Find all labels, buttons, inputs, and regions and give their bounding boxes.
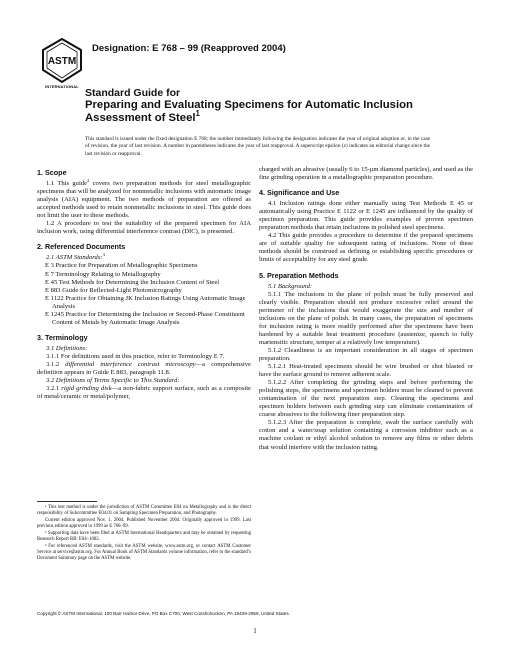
paragraph-4-2: 4.2 This guide provides a procedure to determine if the prepared specimens are of suitable quality for subsequent rating of inclusions. None of these methods should be construed as defining or establishing specific procedures or limits of acceptability for any steel grade.	[259, 232, 473, 264]
paragraph-5-1-2-2: 5.1.2.2 After completing the grinding steps and before performing the polishing steps, the specimens and specimen holders must be cleaned to prevent contamination of the next preparation step. Cleaning the specimens and specimen holders between each grinding step can eliminate contamination of coarse abrasives to the following finer preparation step.	[259, 379, 473, 419]
section-heading-significance: 4. Significance and Use	[259, 188, 340, 198]
reference-item: E 1245 Practice for Determining the Inclusion or Second-Phase Constituent Content of Metals by Automatic Image Analysis	[45, 310, 245, 326]
section-heading-terminology: 3. Terminology	[37, 332, 88, 342]
paragraph-5-1-1: 5.1.1 The inclusions in the plane of polish must be fully preserved and clearly visible. Preparation should not produce excessive relief around the perimeter of the inclusions that would exaggerate the size and number of inclusions on the plane of polish. In many cases, the preparation of specimens for inclusion rating is more readily performed after the specimens have been hardened by a suitable heat treatment procedure (austenize, quench to fully martensitic structure, temper at a relatively low temperature).	[259, 290, 473, 346]
paragraph-3-1-1: 3.1.1 For definitions used in this practice, refer to Terminology E 7.	[46, 352, 225, 360]
footnote: ² Supporting data have been filed at ASTM International Headquarters and may be obtained by requesting Research Report RR: E04–1002.	[37, 531, 251, 542]
title-footnote-mark: 1	[195, 109, 200, 119]
footnotes	[37, 501, 251, 563]
paragraph-3-1-2: 3.1.2 differential interference contrast microscopy—a comprehensive definition appears in Guide E 883, paragraph 11.8.	[37, 360, 251, 377]
section-heading-scope: 1. Scope	[37, 168, 67, 177]
standard-note: This standard is issued under the fixed designation E 768; the number immediately following the designation indicates the year of original adoption or, in the case of revision, the year of last revision. A number in parentheses indicates the year of last reapproval. A superscript epsilon (ε) indicates an editorial change since the last revision or reapproval.	[85, 136, 430, 157]
guide-type: Standard Guide for	[85, 87, 181, 99]
paragraph-1-1: 1.1 This guide$^2$ covers two preparation methods for steel metallographic specimens that will be analyzed for nonmetallic inclusions with automatic image analysis (AIA) equipment. The two methods of preparation are offered as accepted methods used to retain nonmetallic inclusions in steel. This guide does not limit the user to these methods.	[37, 177, 251, 220]
footnote: ¹ This test method is under the jurisdiction of ASTM Committee E04 on Metallography and is the direct responsibility of Subcommittee E04.01 on Sampling Specimen Preparation, and Photography.	[37, 505, 251, 516]
guide-title-text: Preparing and Evaluating Specimens for Automatic Inclusion Assessment of Steel	[85, 99, 413, 124]
logo-text: ASTM	[47, 56, 77, 67]
reference-item: E 3 Practice for Preparation of Metallographic Specimens	[45, 262, 198, 270]
paragraph-5-1-2: 5.1.2 Cleanliness is an important consideration in all stages of specimen preparation.	[259, 346, 473, 362]
paragraph-continuation: charged with an abrasive (usually 6 to 15-μm diamond particles), and used as the fine grinding operation in a metallographic preparation procedure.	[259, 166, 473, 182]
right-column	[259, 166, 473, 452]
paragraph-3-2: 3.2 Definitions of Terms Specific to This Standard:	[46, 377, 180, 385]
reference-item: E 7 Terminology Relating to Metallography	[45, 270, 161, 278]
astm-logo-mark	[40, 38, 84, 84]
paragraph-1-2: 1.2 A procedure to test the suitability of the prepared specimen for AIA inclusion work, using differential interference contrast (DIC), is presented.	[37, 220, 251, 236]
left-column	[37, 166, 251, 401]
copyright: Copyright © ASTM International, 100 Barr Harbor Drive, PO Box C700, West Conshohocken, PA 19428-2959, United States.	[37, 611, 290, 616]
paragraph-5-1-2-1: 5.1.2.1 Heat-treated specimens should be wire brushed or shot blasted or have the surface ground to remove adherent scale.	[259, 363, 473, 379]
astm-logo	[40, 38, 84, 92]
paragraph-4-1: 4.1 Inclusion ratings done either manually using Test Methods E 45 or automatically using Practice E 1122 or E 1245 are influenced by the quality of specimen preparation. This guide provides examples of proven specimen preparation methods that retain inclusions in polished steel specimens.	[259, 200, 473, 232]
paragraph-3-1: 3.1 Definitions:	[46, 344, 88, 352]
reference-item: E 1122 Practice for Obtaining JK Inclusion Ratings Using Automatic Image Analysis	[45, 294, 246, 310]
reference-item: E 45 Test Methods for Determining the Inclusion Content of Steel	[45, 278, 220, 286]
paragraph-5-1: 5.1 Background:	[268, 282, 313, 290]
footnote: ³ For referenced ASTM standards, visit the ASTM website, www.astm.org, or contact ASTM Customer Service at service@astm.org. For Annual Book of ASTM Standards volume information, refer to the standard’s Document Summary page on the ASTM website.	[37, 544, 251, 561]
section-heading-preparation-methods: 5. Preparation Methods	[259, 270, 339, 280]
paragraph-2-1: 2.1 ASTM Standards:$^3$	[46, 252, 105, 262]
reference-item: E 883 Guide for Reflected-Light Photomicrography	[45, 286, 182, 294]
designation: Designation: E 768 – 99 (Reapproved 2004)	[92, 43, 286, 54]
guide-title	[85, 99, 425, 125]
footnote-divider	[37, 501, 97, 502]
logo-subtext: INTERNATIONAL	[45, 84, 79, 89]
paragraph-3-2-1: 3.2.1 rigid grinding disk—a non-fabric support surface, such as a composite of metal/ceramic or metal/polymer,	[37, 385, 251, 401]
section-heading-referenced-documents: 2. Referenced Documents	[37, 242, 126, 252]
page-number: 1	[253, 627, 257, 635]
footnote: Current edition approved Nov. 1, 2004. Published November 2004. Originally approved in 1999. Last previous edition approved in 1999 as E 768–99.	[37, 518, 251, 529]
paragraph-5-1-2-3: 5.1.2.3 After the preparation is complete, swab the surface carefully with cotton and a water/soap solution containing a corrosion inhibitor such as a machine coolant or ethyl alcohol solution to remove any films or other debris that would interfere with the inclusion rating.	[259, 419, 473, 451]
